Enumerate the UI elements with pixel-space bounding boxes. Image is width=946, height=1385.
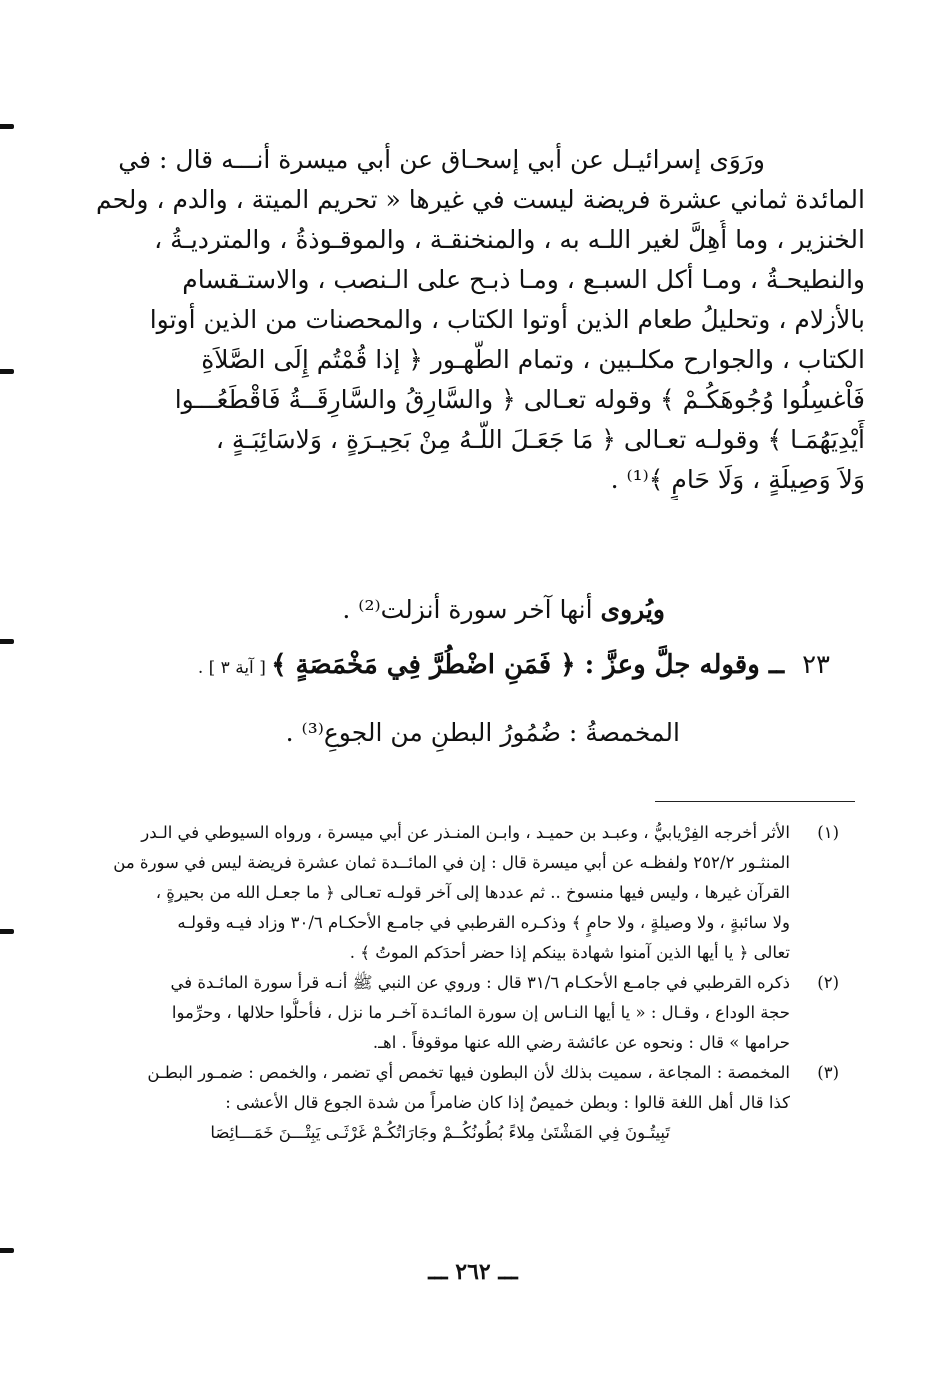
lead-word: ويُروى <box>600 595 665 624</box>
heading-number: ٢٣ <box>802 650 830 680</box>
paragraph-narration <box>75 140 865 500</box>
scan-edge-mark <box>0 1248 14 1253</box>
footnote-3 <box>75 1058 839 1148</box>
page-number: ـــ ٢٦٢ ـــ <box>428 1259 518 1285</box>
text-line: وَلاَ وَصِيلَةٍ ، وَلَا حَامٍ ﴾⁽¹⁾ . <box>610 465 865 494</box>
text-line: والنطيحـةُ ، ومـا أكل السبـع ، ومـا ذبـح على الـنصب ، والاستـقسام <box>182 265 865 294</box>
scan-edge-mark <box>0 639 14 644</box>
scan-edge-mark <box>0 369 14 374</box>
footnote-line: ذكره القرطبي في جامـع الأحكـام ٣١/٦ قال : وروي عن النبي ﷺ أنـه قرأ سورة المائـدة في <box>170 973 790 992</box>
footnote-line: كذا قال أهل اللغة قالوا : وبطن خميصٌ إذا كان ضامراً من شدة الجوع قال الأعشى : <box>225 1093 790 1112</box>
text-line: الكتاب ، والجوارح مكلـبين ، وتمام الطَّهـور ﴿ إذا قُمْتُم إِلَى الصَّلاَةِ <box>201 345 865 374</box>
section-heading <box>120 650 830 680</box>
footnote-1 <box>75 818 839 968</box>
scan-edge-mark <box>0 124 14 129</box>
verse-reference: [ آية ٣ ] . <box>197 658 272 678</box>
footnote-line: المخمصة : المجاعة ، سميت بذلك لأن البطون فيها تخمص أي تضمر ، والخمص : ضمـور البطـن <box>147 1063 790 1082</box>
text-rest: أنها آخر سورة أنزلت⁽²⁾ . <box>342 595 601 624</box>
footnote-number: (٣) <box>817 1063 839 1082</box>
text-line: ورَوَى إسرائيـل عن أبي إسحـاق عن أبي ميسرة أنـــه قال : في <box>118 145 765 174</box>
footnote-line: الأثر أخرجه الفِرْيابيُّ ، وعبـد بن حميـد ، وابـن المنـذر عن أبي ميسرة ، ورواه السيوطي في الـدر <box>141 823 790 842</box>
text-line: أَيْدِيَهُمَـا ﴾ وقولـه تعـالى ﴿ مَا جَعَـلَ اللَّـهُ مِنْ بَحِيـرَةٍ ، وَلاسَائِبَـةٍ ، <box>215 425 865 454</box>
footnote-2 <box>75 968 839 1058</box>
footnote-line: تعالى ﴿ يا أيها الذين آمنوا شهادة بينكم إذا حضر أحدَكم الموتُ ﴾ . <box>349 943 790 962</box>
text-line: الخنزير ، وما أُهِلَّ لغير اللـه به ، والمنخنقـة ، والموقـوذةُ ، والمترديـةُ ، <box>154 225 865 254</box>
poetry-verse: تَبِيتُـونَ فِي المَشْتَىٰ مِلاءً بُطُونُكُــمْ وجَارَاتُكُـمْ غَرْثَـى يَبِتْـــنَ خَمَـــائِصَا <box>210 1123 670 1142</box>
definition-line: المخمصةُ : ضُمُورُ البطنِ من الجوعِ⁽³⁾ . <box>285 718 680 747</box>
scan-edge-mark <box>0 929 14 934</box>
footnote-line: ولا سائبةٍ ، ولا وصيلةٍ ، ولا حامٍ ﴾ وذكـره القرطبي في جامـع الأحكـام ٣٠/٦ وزاد فيـه وقولـه <box>177 913 790 932</box>
text-line <box>75 590 765 630</box>
text-line: المائدة ثماني عشرة فريضة ليست في غيرها « تحريم الميتة ، والدم ، ولحم <box>96 185 865 214</box>
footnote-divider <box>655 801 855 802</box>
footnote-line: حرامها » قال : ونحوه عن عائشة رضي الله عنها موقوفاً . اهـ. <box>372 1033 790 1052</box>
text-line: فَاْغسِلُوا وُجُوهَكُـمْ ﴾ وقوله تعـالى ﴿ والسَّارِقُ والسَّارِقَــةُ فَاقْطَعُـــوا <box>174 385 865 414</box>
text-line: بالأزلام ، وتحليلُ طعام الذين أوتوا الكتاب ، والمحصنات من الذين أوتوا <box>149 305 865 334</box>
paragraph-revelation <box>75 590 765 630</box>
footnote-line: القرآن غيرها ، وليس فيها منسوخ .. ثم عددها إلى آخر قولـه تعـالى ﴿ ما جعـل الله من بحيرةٍ ، <box>155 883 790 902</box>
footnote-line: المنثـور ٢٥٢/٢ ولفظـه عن أبي ميسرة قال : إن في المائــدة ثمان عشرة فريضة ليس في سورة من <box>113 853 790 872</box>
main-text <box>75 140 865 500</box>
heading-verse: ــ وقوله جلَّ وعزَّ : ﴿ فَمَنِ اضْطُرَّ فِي مَخْمَصَةٍ ﴾ <box>271 650 785 680</box>
footnote-number: (٢) <box>817 973 839 992</box>
footnotes <box>75 818 839 1148</box>
footnote-number: (١) <box>817 823 839 842</box>
footnote-line: حجة الوداع ، وقـال : « يا أيها النـاس إن سورة المائـدة آخـر ما نزل ، فأحلُّوا حلالها ، وحرِّموا <box>171 1003 790 1022</box>
